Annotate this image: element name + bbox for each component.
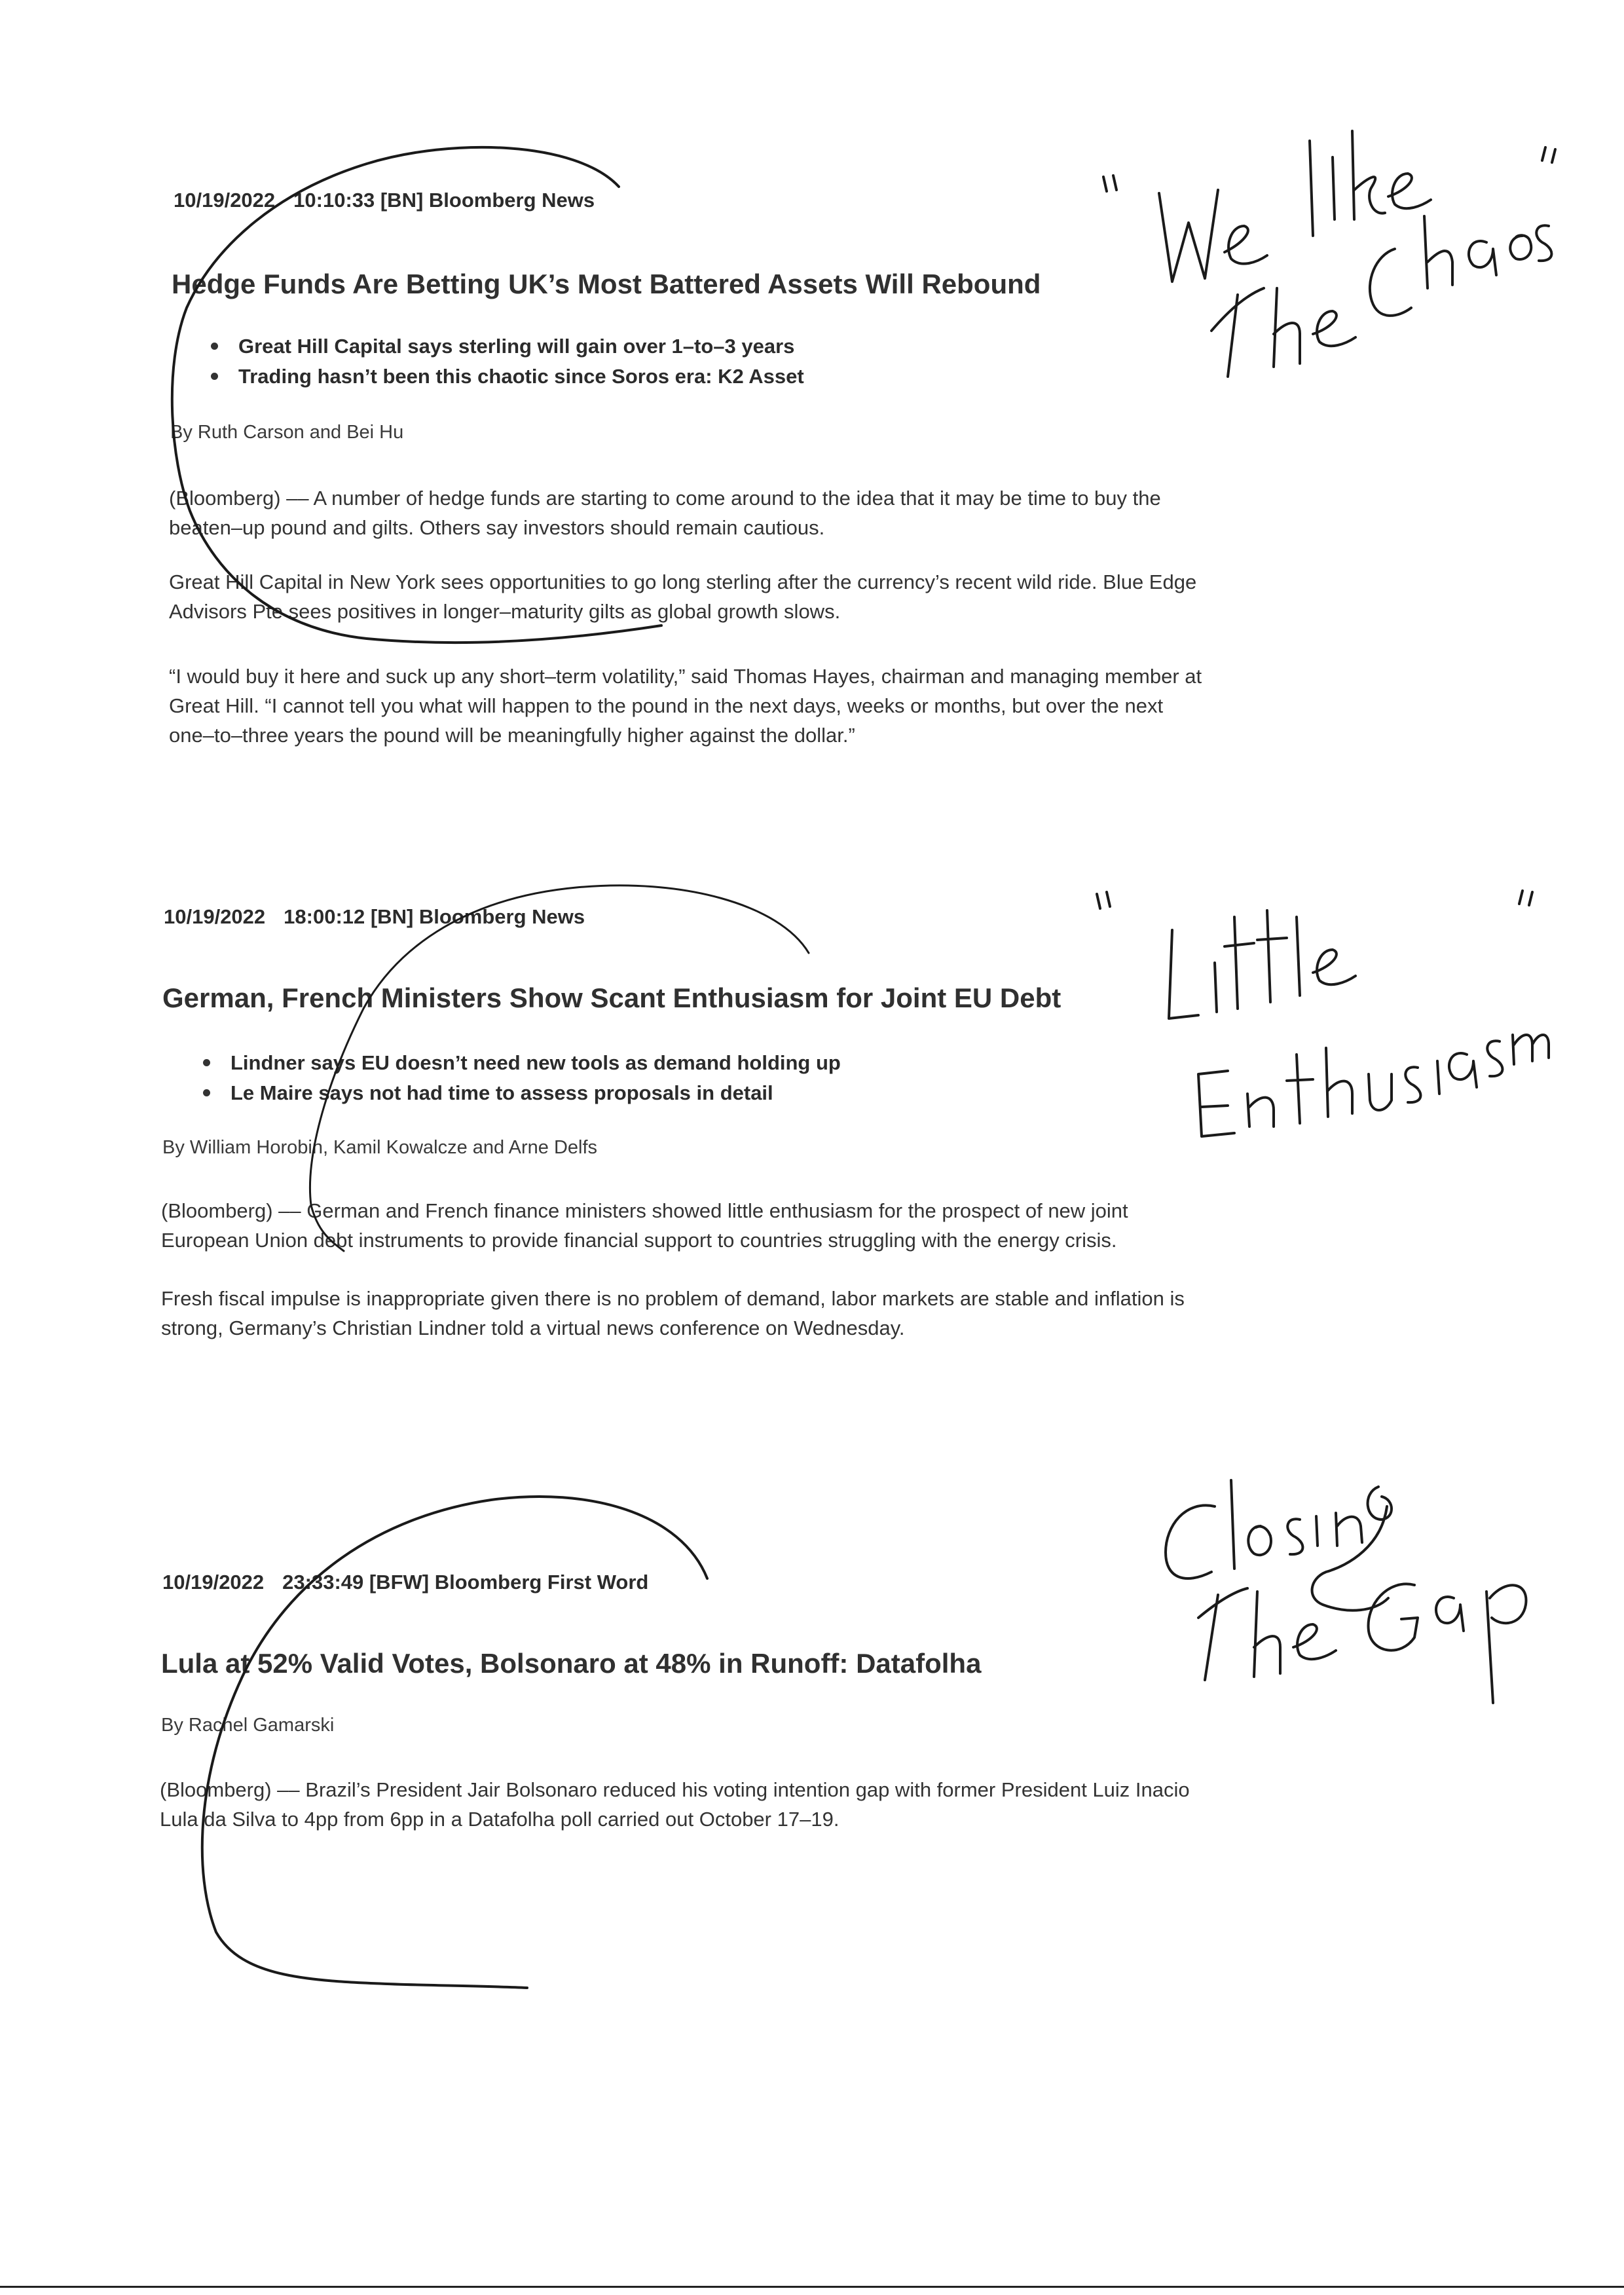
article-1-byline: By Ruth Carson and Bei Hu bbox=[170, 422, 404, 443]
article-2-meta bbox=[164, 905, 585, 929]
article-3-paragraph-1-line-2: Lula da Silva to 4pp from 6pp in a Datafolha poll carried out October 17–19. bbox=[160, 1808, 840, 1831]
ink-note-closing-the-gap bbox=[1166, 1480, 1526, 1703]
article-2-paragraph-1-line-1: (Bloomberg) –– German and French finance ministers showed little enthusiasm for the prospect of new joint bbox=[161, 1199, 1128, 1222]
article-1-paragraph-1 bbox=[169, 483, 1295, 542]
article-2-paragraph-1-line-2: European Union debt instruments to provide financial support to countries struggling with the energy crisis. bbox=[161, 1229, 1117, 1252]
article-3-date: 10/19/2022 bbox=[162, 1571, 265, 1594]
article-3-meta bbox=[162, 1571, 648, 1594]
article-2-paragraph-2 bbox=[161, 1284, 1287, 1343]
article-3-paragraph-1-line-1: (Bloomberg) –– Brazil’s President Jair Bolsonaro reduced his voting intention gap with former President Luiz Inacio bbox=[160, 1778, 1190, 1801]
page-bottom-edge bbox=[0, 2286, 1624, 2288]
article-2-paragraph-1 bbox=[161, 1196, 1287, 1255]
ink-note-we-like-the-chaos bbox=[1103, 131, 1555, 377]
article-3-paragraph-1 bbox=[160, 1775, 1286, 1834]
article-1-paragraph-1-line-1: (Bloomberg) –– A number of hedge funds are starting to come around to the idea that it may be time to buy the bbox=[169, 487, 1161, 510]
article-1-paragraph-2 bbox=[169, 567, 1295, 626]
article-1-paragraph-3-line-1: “I would buy it here and suck up any short–term volatility,” said Thomas Hayes, chairman and managing member at bbox=[169, 665, 1202, 688]
article-2-paragraph-2-line-1: Fresh fiscal impulse is inappropriate given there is no problem of demand, labor markets are stable and inflation is bbox=[161, 1287, 1185, 1310]
article-3-time-source: 23:33:49 [BFW] Bloomberg First Word bbox=[282, 1571, 649, 1594]
article-1-bullets bbox=[211, 331, 804, 392]
article-1-paragraph-2-line-2: Advisors Pte sees positives in longer–maturity gilts as global growth slows. bbox=[169, 600, 841, 623]
article-2-bullet-2: Le Maire says not had time to assess proposals in detail bbox=[203, 1078, 841, 1108]
article-2-paragraph-2-line-2: strong, Germany’s Christian Lindner told a virtual news conference on Wednesday. bbox=[161, 1316, 905, 1339]
article-1-paragraph-3-line-3: one–to–three years the pound will be meaningfully higher against the dollar.” bbox=[169, 724, 855, 747]
article-3-byline: By Rachel Gamarski bbox=[161, 1715, 335, 1736]
article-2-date: 10/19/2022 bbox=[164, 905, 266, 928]
article-1-paragraph-3 bbox=[169, 662, 1295, 750]
article-1-paragraph-3-line-2: Great Hill. “I cannot tell you what will happen to the pound in the next days, weeks or months, but over the next bbox=[169, 694, 1164, 717]
article-1-time-source: 10:10:33 [BN] Bloomberg News bbox=[293, 189, 595, 212]
article-2-time-source: 18:00:12 [BN] Bloomberg News bbox=[284, 905, 585, 928]
ink-note-little-enthusiasm bbox=[1097, 891, 1549, 1136]
article-2-bullet-1: Lindner says EU doesn’t need new tools as demand holding up bbox=[203, 1048, 841, 1078]
article-3-headline: Lula at 52% Valid Votes, Bolsonaro at 48% in Runoff: Datafolha bbox=[161, 1648, 982, 1679]
article-1-paragraph-2-line-1: Great Hill Capital in New York sees opportunities to go long sterling after the currency’s recent wild ride. Blue Edge bbox=[169, 570, 1197, 593]
article-2-headline: German, French Ministers Show Scant Enthusiasm for Joint EU Debt bbox=[162, 982, 1061, 1013]
article-1-bullet-1: Great Hill Capital says sterling will gain over 1–to–3 years bbox=[211, 331, 804, 362]
article-1-paragraph-1-line-2: beaten–up pound and gilts. Others say investors should remain cautious. bbox=[169, 516, 825, 539]
article-1-date: 10/19/2022 bbox=[174, 189, 276, 212]
article-2-bullets bbox=[203, 1048, 841, 1108]
article-1-meta bbox=[174, 189, 595, 212]
article-2-byline: By William Horobin, Kamil Kowalcze and Arne Delfs bbox=[162, 1137, 598, 1158]
article-1-bullet-2: Trading hasn’t been this chaotic since Soros era: K2 Asset bbox=[211, 362, 804, 392]
article-1-headline: Hedge Funds Are Betting UK’s Most Battered Assets Will Rebound bbox=[172, 269, 1041, 299]
